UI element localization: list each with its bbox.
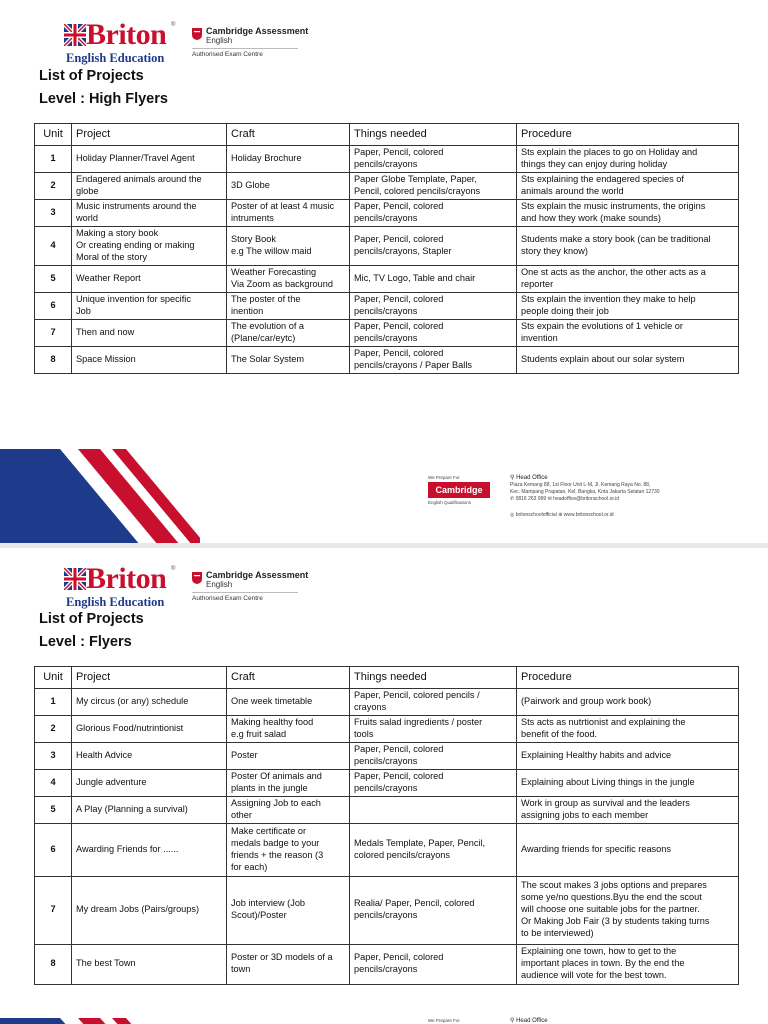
cell-unit-text: 7	[50, 904, 56, 915]
list-title: List of Projects	[39, 68, 144, 84]
cell-procedure	[517, 715, 739, 742]
cell-project-text: Health Advice	[76, 749, 133, 760]
cell-project-text: Then and now	[76, 326, 135, 337]
cell-craft-text: Story Book e.g The willow maid	[231, 234, 312, 256]
cell-craft-text: Poster of at least 4 music intruments	[231, 201, 335, 223]
cell-craft-text: Make certificate or medals badge to your friends + the reason (3 for each)	[231, 825, 324, 872]
cell-unit	[35, 715, 72, 742]
cell-procedure	[517, 173, 739, 200]
table-row	[35, 715, 739, 742]
cell-unit	[35, 292, 72, 319]
cell-unit-text: 5	[50, 803, 56, 814]
cell-procedure	[517, 346, 739, 373]
footer-cambridge-badge	[428, 1018, 492, 1024]
col-craft-header: Craft	[227, 124, 350, 146]
website-url: www.britonschool.or.id	[563, 512, 614, 519]
cell-project	[72, 346, 227, 373]
cell-unit-text: 6	[50, 843, 56, 854]
divider	[192, 592, 298, 593]
location-pin-icon: ⚲	[510, 475, 517, 481]
cell-project	[72, 742, 227, 769]
cell-project-text: Weather Report	[76, 272, 141, 283]
cell-things	[350, 823, 517, 876]
cell-craft-text: Weather Forecasting Via Zoom as background	[231, 267, 333, 289]
cell-procedure-text: Sts expain the evolutions of 1 vehicle or invention	[521, 320, 683, 343]
cell-unit	[35, 173, 72, 200]
cell-procedure-text: The scout makes 3 jobs options and prepares some ye/no questions.Byu the end the scout will choose one suitable jobs for the partner. Or Making Job Fair (3 by students taking turns to be interviewed)	[521, 880, 710, 939]
cell-things	[350, 227, 517, 266]
cell-craft-text: Making healthy food e.g fruit salad	[231, 716, 314, 739]
authorised-centre-text: Authorised Exam Centre	[192, 51, 263, 58]
cell-craft-text: One week timetable	[231, 695, 313, 706]
cambridge-pre-text: We Prepare For	[428, 1018, 460, 1023]
cell-unit	[35, 146, 72, 173]
cell-project	[72, 689, 227, 716]
cell-procedure-text: Sts acts as nutrtionist and explaining the benefit of the food.	[521, 716, 686, 739]
cell-things	[350, 715, 517, 742]
table-header-row	[35, 667, 739, 689]
header-logo	[64, 18, 309, 66]
cell-unit-text: 5	[50, 272, 56, 283]
cell-things-text: Paper, Pencil, colored pencils/crayons	[354, 320, 444, 343]
cell-project-text: Endagered animals around the globe	[76, 174, 202, 196]
cell-things	[350, 266, 517, 293]
cell-things-text: Paper, Pencil, colored pencils/crayons / Paper Balls	[354, 347, 472, 370]
cell-things	[350, 292, 517, 319]
instagram-handle: britonschoolofficial	[515, 512, 557, 519]
cell-things	[350, 173, 517, 200]
cell-things	[350, 146, 517, 173]
cell-things	[350, 876, 517, 944]
cell-unit-text: 8	[50, 353, 56, 364]
cell-things	[350, 319, 517, 346]
cell-project-text: My dream Jobs (Pairs/groups)	[76, 904, 200, 915]
cell-craft	[227, 876, 350, 944]
cell-procedure	[517, 292, 739, 319]
cell-unit-text: 2	[50, 180, 56, 191]
cell-things-text: Medals Template, Paper, Pencil, colored pencils/crayons	[354, 837, 486, 860]
cell-procedure-text: Awarding friends for specific reasons	[521, 843, 671, 854]
authorised-centre-text: Authorised Exam Centre	[192, 595, 263, 602]
projects-table-flyers	[34, 666, 739, 985]
cell-craft	[227, 292, 350, 319]
cell-things-text: Paper, Pencil, colored pencils/crayons	[354, 770, 444, 793]
level-title: Level : High Flyers	[39, 91, 168, 107]
brand-subtitle: English Education	[66, 51, 165, 65]
cell-things-text: Mic, TV Logo, Table and chair	[354, 272, 476, 283]
cell-things-text: Paper Globe Template, Paper, Pencil, colored pencils/crayons	[354, 174, 481, 196]
cell-craft	[227, 346, 350, 373]
cell-unit-text: 8	[50, 958, 56, 969]
cell-unit-text: 4	[50, 240, 56, 251]
email-address: headoffice@britonschool.or.id	[553, 495, 620, 502]
cell-craft-text: Assigning Job to each other	[231, 797, 321, 820]
cell-unit	[35, 944, 72, 984]
cell-things	[350, 689, 517, 716]
cell-procedure	[517, 227, 739, 266]
brand-name: Briton	[86, 18, 167, 51]
col-things-header: Things needed	[350, 667, 517, 689]
cell-things	[350, 346, 517, 373]
cell-craft	[227, 146, 350, 173]
col-project-header: Project	[72, 124, 227, 146]
footer-cambridge-badge	[428, 475, 492, 511]
cell-unit-text: 6	[50, 299, 56, 310]
cell-project	[72, 769, 227, 796]
cell-project-text: Jungle adventure	[76, 776, 147, 787]
cell-procedure	[517, 796, 739, 823]
cell-things-text: Paper, Pencil, colored pencils/crayons	[354, 201, 444, 223]
cell-things-text: Paper, Pencil, colored pencils/crayons	[354, 743, 444, 766]
registered-mark: ®	[171, 22, 176, 28]
table-row	[35, 796, 739, 823]
cell-procedure	[517, 769, 739, 796]
office-head: Head Office	[516, 475, 548, 481]
cell-unit-text: 2	[50, 722, 56, 733]
cell-procedure-text: Sts explaining the endagered species of animals around the world	[521, 174, 684, 196]
address-line-2: Kec. Mampang Prapatan, Kel. Bangka, Kota Jakarta Selatan 12730	[510, 488, 660, 495]
footer-stripes-graphic	[0, 449, 200, 545]
cell-unit-text: 1	[50, 695, 56, 706]
cell-procedure-text: Sts explain the places to go on Holiday and things they can enjoy during holiday	[521, 147, 698, 169]
cell-craft	[227, 173, 350, 200]
table-row	[35, 173, 739, 200]
brand-name: Briton	[86, 562, 167, 595]
cell-unit-text: 4	[50, 776, 56, 787]
cambridge-pre-text: We Prepare For	[428, 475, 460, 480]
cell-project-text: The best Town	[76, 958, 136, 969]
union-jack-icon	[64, 24, 86, 46]
cell-craft-text: Poster Of animals and plants in the jungle	[231, 770, 322, 793]
cell-unit	[35, 319, 72, 346]
cambridge-subtitle: English	[206, 580, 233, 589]
cell-procedure-text: Explaining about Living things in the jungle	[521, 776, 695, 787]
cell-craft	[227, 715, 350, 742]
cell-craft-text: Job interview (Job Scout)/Poster	[231, 898, 306, 921]
cell-craft-text: The Solar System	[231, 353, 305, 364]
cambridge-eq-text: English Qualifications	[428, 500, 472, 505]
cell-project-text: Making a story book Or creating ending or making Moral of the story	[76, 228, 195, 262]
cambridge-shield-icon	[192, 28, 202, 40]
email-icon: ✉	[547, 495, 554, 502]
cell-things	[350, 769, 517, 796]
cell-project	[72, 944, 227, 984]
cell-craft	[227, 200, 350, 227]
cell-project-text: Awarding Friends for ......	[76, 843, 179, 854]
cell-craft-text: Holiday Brochure	[231, 153, 302, 164]
cell-craft-text: The evolution of a (Plane/car/eytc)	[231, 320, 305, 343]
cell-unit	[35, 769, 72, 796]
phone-icon: ✆	[510, 495, 516, 502]
cambridge-logo	[192, 570, 309, 606]
union-jack-icon	[64, 568, 86, 590]
page-footer	[0, 449, 768, 545]
cell-unit-text: 3	[50, 749, 56, 760]
cell-procedure	[517, 319, 739, 346]
table-row	[35, 689, 739, 716]
cell-unit	[35, 823, 72, 876]
divider	[192, 48, 298, 49]
cambridge-title: Cambridge Assessment	[206, 570, 309, 580]
cell-procedure	[517, 200, 739, 227]
cell-craft	[227, 823, 350, 876]
cambridge-subtitle: English	[206, 36, 233, 45]
cell-things-text: Paper, Pencil, colored pencils/crayons	[354, 293, 444, 316]
cell-craft	[227, 227, 350, 266]
location-pin-icon: ⚲	[510, 1018, 517, 1024]
cell-craft	[227, 689, 350, 716]
col-things-header: Things needed	[350, 124, 517, 146]
cell-unit	[35, 200, 72, 227]
cell-procedure-text: Sts explain the invention they make to help people doing their job	[521, 293, 696, 316]
cell-project	[72, 823, 227, 876]
cell-procedure-text: Sts explain the music instruments, the origins and how they work (make sounds)	[521, 201, 706, 223]
cell-unit	[35, 689, 72, 716]
cell-project	[72, 715, 227, 742]
registered-mark: ®	[171, 566, 176, 572]
cambridge-badge-label: Cambridge	[428, 482, 490, 498]
table-row	[35, 200, 739, 227]
cell-craft-text: The poster of the inention	[231, 293, 301, 316]
cell-unit-text: 1	[50, 153, 56, 164]
table-header-row	[35, 124, 739, 146]
cell-project	[72, 173, 227, 200]
cell-craft-text: 3D Globe	[231, 180, 270, 191]
cell-things-text: Paper, Pencil, colored pencils/crayons	[354, 147, 444, 169]
footer-stripes-graphic	[0, 1018, 200, 1024]
phone-number: 0816 263 999	[515, 495, 547, 502]
office-head: Head Office	[516, 1018, 548, 1024]
cell-project	[72, 146, 227, 173]
cambridge-logo	[192, 26, 309, 62]
address-line-1: Plaza Kemang 88, 1st Floor Unit L-M, Jl. Kemang Raya No. 88,	[510, 482, 651, 489]
cell-unit	[35, 742, 72, 769]
list-title: List of Projects	[39, 611, 144, 627]
cell-project	[72, 200, 227, 227]
cell-things	[350, 944, 517, 984]
instagram-icon: ◎	[510, 512, 516, 519]
table-row	[35, 769, 739, 796]
table-row	[35, 876, 739, 944]
cell-unit-text: 3	[50, 207, 56, 218]
cell-things-text: Realia/ Paper, Pencil, colored pencils/crayons	[354, 898, 475, 921]
cell-project-text: Holiday Planner/Travel Agent	[76, 153, 195, 164]
globe-icon: ⊕	[558, 512, 564, 519]
cell-things-text: Paper, Pencil, colored pencils / crayons	[354, 690, 480, 712]
cell-procedure	[517, 823, 739, 876]
cell-project	[72, 292, 227, 319]
cell-things	[350, 796, 517, 823]
col-craft-header: Craft	[227, 667, 350, 689]
cell-project-text: Unique invention for specific Job	[76, 293, 191, 316]
table-row	[35, 292, 739, 319]
col-project-header: Project	[72, 667, 227, 689]
table-row	[35, 944, 739, 984]
cell-procedure	[517, 146, 739, 173]
table-row	[35, 266, 739, 293]
cell-procedure	[517, 876, 739, 944]
table-row	[35, 346, 739, 373]
cell-project-text: Music instruments around the world	[76, 201, 197, 223]
cell-things	[350, 742, 517, 769]
table-row	[35, 823, 739, 876]
cambridge-title: Cambridge Assessment	[206, 26, 309, 36]
cell-unit-text: 7	[50, 326, 56, 337]
cell-unit	[35, 227, 72, 266]
table-row	[35, 319, 739, 346]
cell-craft	[227, 742, 350, 769]
cell-procedure	[517, 944, 739, 984]
cell-craft-text: Poster	[231, 749, 258, 760]
table-row	[35, 742, 739, 769]
cell-project-text: Glorious Food/nutrintionist	[76, 722, 184, 733]
cell-project-text: A Play (Planning a survival)	[76, 803, 188, 814]
cell-procedure-text: Explaining one town, how to get to the important places in town. By the end the audience will vote for the best town.	[521, 946, 685, 981]
cell-procedure-text: Students explain about our solar system	[521, 353, 685, 364]
cell-craft	[227, 769, 350, 796]
cell-project	[72, 796, 227, 823]
brand-subtitle: English Education	[66, 595, 165, 609]
cell-project	[72, 319, 227, 346]
cell-craft	[227, 319, 350, 346]
cell-things-text: Paper, Pencil, colored pencils/crayons	[354, 952, 444, 975]
page-footer-partial	[0, 1018, 768, 1024]
cell-craft	[227, 944, 350, 984]
cell-procedure-text: (Pairwork and group work book)	[521, 695, 652, 706]
level-title: Level : Flyers	[39, 634, 132, 650]
cell-procedure-text: One st acts as the anchor, the other acts as a reporter	[521, 267, 706, 289]
cell-craft-text: Poster or 3D models of a town	[231, 952, 333, 975]
cell-craft	[227, 266, 350, 293]
cell-project	[72, 266, 227, 293]
cell-project	[72, 227, 227, 266]
cell-unit	[35, 346, 72, 373]
cell-procedure-text: Work in group as survival and the leaders assigning jobs to each member	[521, 797, 690, 820]
cell-unit	[35, 266, 72, 293]
col-unit-header: Unit	[35, 124, 72, 146]
header-logo	[64, 562, 309, 610]
cell-things-text: Fruits salad ingredients / poster tools	[354, 716, 483, 739]
cell-things-text: Paper, Pencil, colored pencils/crayons, Stapler	[354, 234, 452, 256]
table-row	[35, 146, 739, 173]
col-unit-header: Unit	[35, 667, 72, 689]
table-row	[35, 227, 739, 266]
projects-table-high-flyers	[34, 123, 739, 374]
cell-craft	[227, 796, 350, 823]
cell-unit	[35, 796, 72, 823]
col-procedure-header: Procedure	[517, 667, 739, 689]
cambridge-shield-icon	[192, 572, 202, 584]
cell-procedure-text: Explaining Healthy habits and advice	[521, 749, 672, 760]
cell-project	[72, 876, 227, 944]
cell-procedure	[517, 689, 739, 716]
footer-contact	[510, 474, 740, 519]
cell-unit	[35, 876, 72, 944]
cell-procedure-text: Students make a story book (can be traditional story they know)	[521, 234, 711, 256]
footer-contact	[510, 1017, 740, 1024]
col-procedure-header: Procedure	[517, 124, 739, 146]
cell-things	[350, 200, 517, 227]
cell-project-text: My circus (or any) schedule	[76, 695, 189, 706]
cell-procedure	[517, 742, 739, 769]
cell-procedure	[517, 266, 739, 293]
cell-project-text: Space Mission	[76, 353, 136, 364]
document-page-2	[0, 548, 768, 1024]
